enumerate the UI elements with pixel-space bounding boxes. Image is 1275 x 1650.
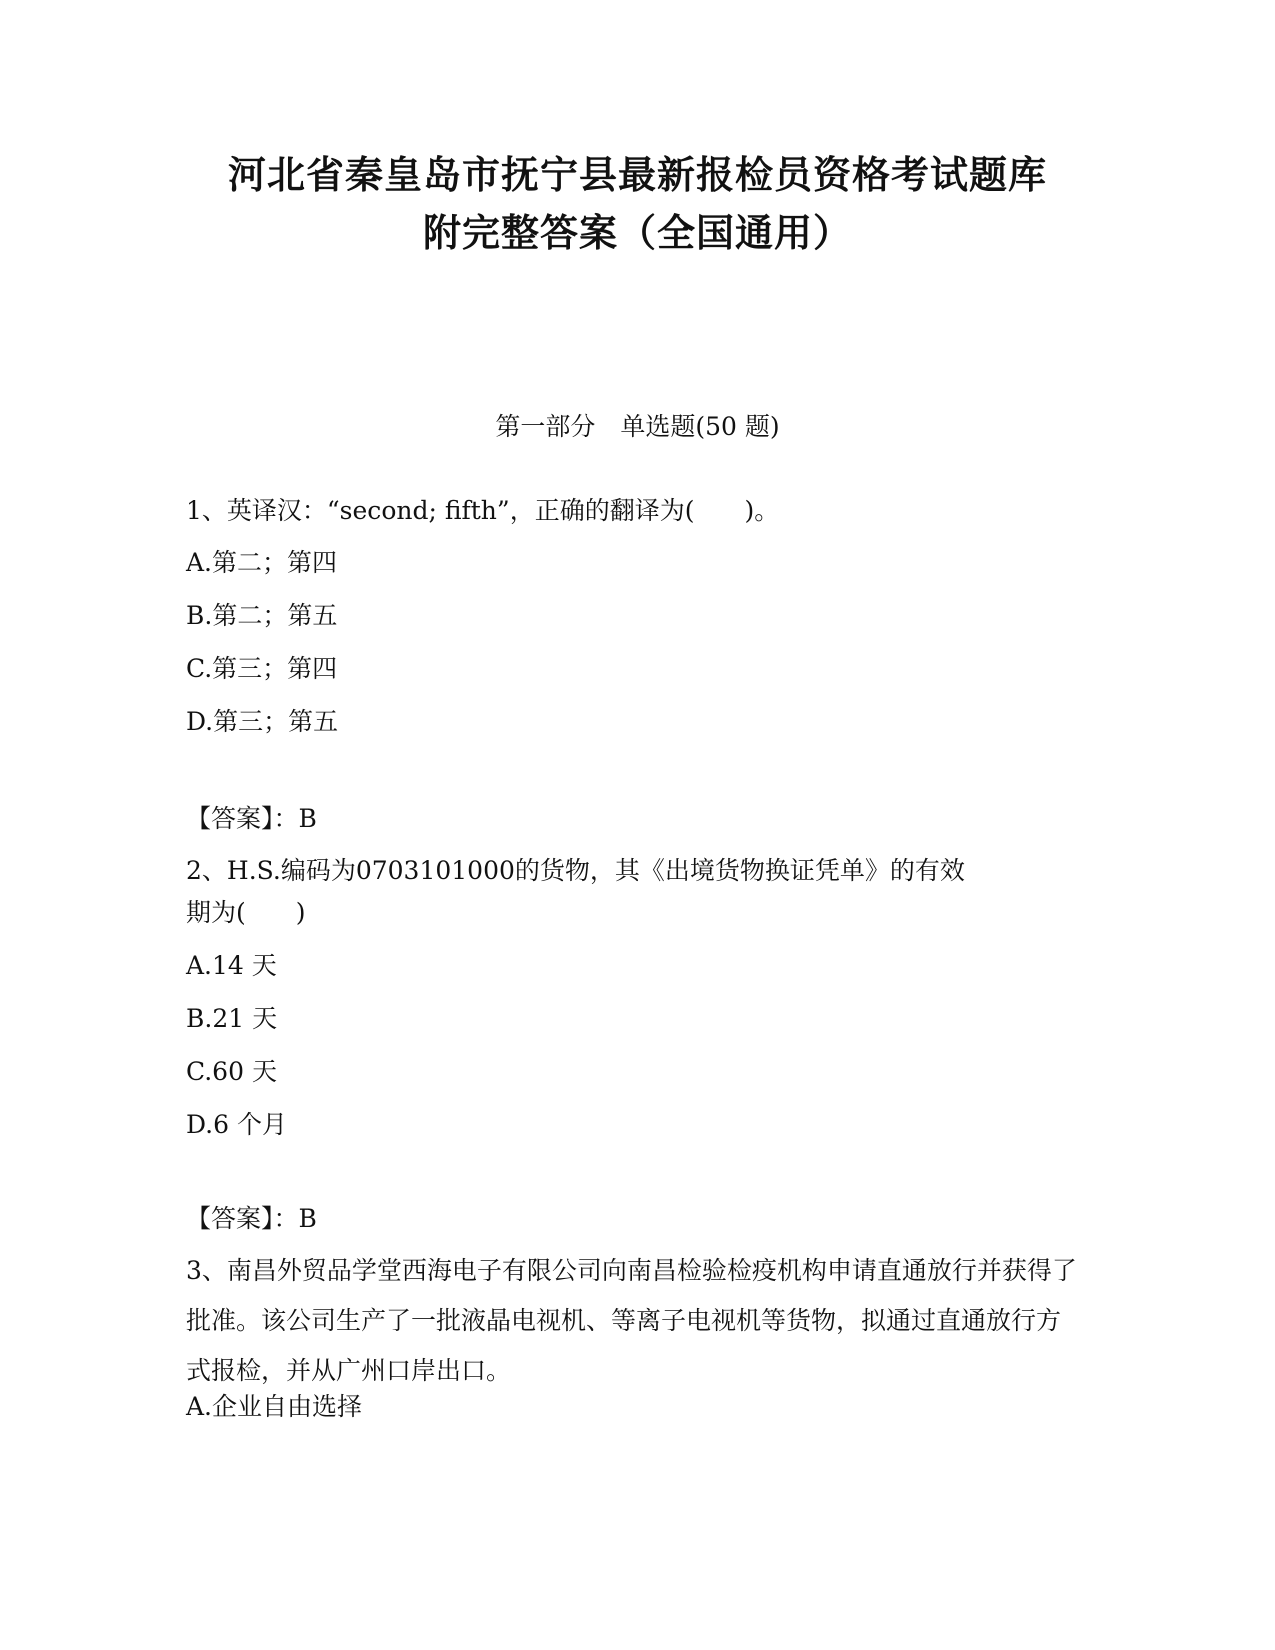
- question-2-option-b: B.21 天: [186, 1004, 278, 1033]
- question-2-stem-line-1: 2、H.S.编码为0703101000的货物，其《出境货物换证凭单》的有效: [186, 856, 965, 885]
- question-1-option-a: A.第二；第四: [186, 548, 338, 577]
- question-3-option-a: A.企业自由选择: [186, 1392, 363, 1421]
- section-heading: 第一部分 单选题(50 题): [495, 412, 780, 441]
- question-2-option-c: C.60 天: [186, 1057, 277, 1086]
- question-2-option-a: A.14 天: [186, 951, 277, 980]
- question-2-answer: 【答案】：B: [186, 1204, 317, 1233]
- question-1-answer: 【答案】：B: [186, 804, 317, 833]
- document-title-line-1: 河北省秦皇岛市抚宁县最新报检员资格考试题库: [227, 153, 1047, 197]
- question-1-option-c: C.第三；第四: [186, 654, 338, 683]
- question-1-option-b: B.第二；第五: [186, 601, 338, 630]
- document-title-line-2: 附完整答案（全国通用）: [422, 211, 852, 255]
- question-1-stem: 1、英译汉：“second; fifth”，正确的翻译为( )。: [186, 496, 780, 525]
- question-2-option-d: D.6 个月: [186, 1110, 287, 1139]
- question-3-stem: 3、南昌外贸品学堂西海电子有限公司向南昌检验检疫机构申请直通放行并获得了批准。该公司生产了一批液晶电视机、等离子电视机等货物，拟通过直通放行方式报检，并从广州口岸出口。: [186, 1256, 1077, 1385]
- question-2-stem-line-2: 期为( ): [186, 898, 306, 927]
- question-1-option-d: D.第三；第五: [186, 707, 339, 736]
